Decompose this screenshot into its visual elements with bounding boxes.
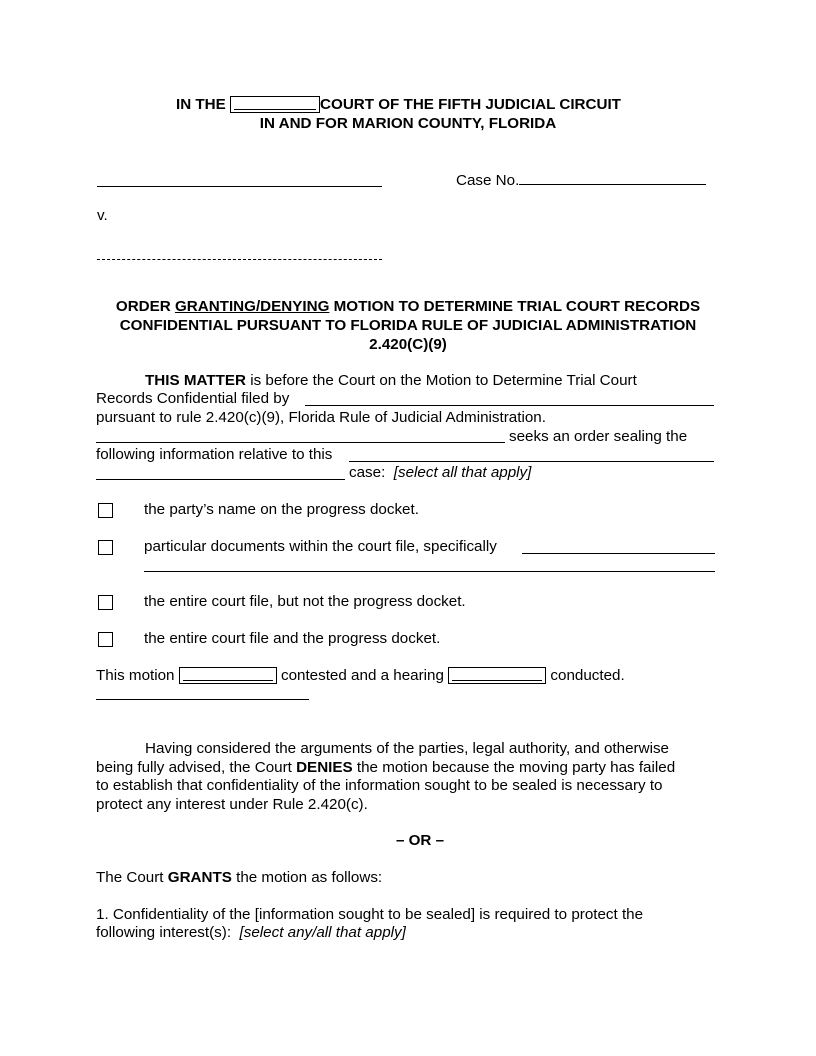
denies-post: the motion because the moving party has failed [352, 759, 676, 776]
hearing-field[interactable] [448, 667, 546, 684]
denies-line4: protect any interest under Rule 2.420(c). [96, 796, 368, 813]
checkbox-particular-documents[interactable] [98, 540, 113, 555]
item1-interests-label: following interest(s): [96, 924, 232, 941]
intro-line2 [96, 390, 289, 408]
intro-line4-suffix: seeks an order sealing the [509, 428, 688, 445]
option-party-name: the party’s name on the progress docket. [144, 501, 419, 518]
denies-keyword: DENIES [296, 759, 353, 776]
intro-line5: following information relative to this [96, 446, 333, 463]
granting-denying-choice: GRANTING/DENYING [174, 298, 330, 315]
this-motion-label: This motion [96, 667, 175, 684]
hearing-label: contested and a hearing [280, 667, 444, 684]
item1-select-instruction: [select any/all that apply] [239, 924, 406, 941]
filed-by-label: Records Confidential filed by [96, 390, 290, 407]
filed-by-field[interactable] [305, 405, 714, 406]
intro-line3: pursuant to rule 2.420(c)(9), Florida Rule of Judicial Administration. [96, 409, 546, 426]
conducted-label: conducted. [550, 667, 625, 684]
denies-line1: Having considered the arguments of the parties, legal authority, and otherwise [145, 740, 669, 757]
item1-line2 [96, 924, 406, 942]
title-prefix: ORDER [115, 298, 175, 315]
case-type-field[interactable] [349, 461, 714, 462]
grants-pre: The Court [96, 869, 168, 886]
option-particular-documents: particular documents within the court file, specifically [144, 538, 497, 555]
case-no-label: Case No. [456, 172, 520, 189]
documents-spec-field[interactable] [522, 553, 715, 554]
denies-line2 [96, 759, 675, 777]
intro-line6 [349, 464, 531, 482]
case-label: case: [349, 464, 386, 481]
case-number-field[interactable] [519, 170, 706, 185]
checkbox-entire-file-and-docket[interactable] [98, 632, 113, 647]
option-entire-file-and-docket: the entire court file and the progress docket. [144, 630, 441, 647]
defendant-line[interactable] [97, 259, 382, 260]
order-title-line3: 2.420(C)(9) [369, 336, 447, 353]
signature-short-line[interactable] [96, 699, 309, 700]
versus-label: v. [97, 207, 108, 224]
item1-line1: 1. Confidentiality of the [information sought to be sealed] is required to protect the [96, 906, 644, 923]
intro-line1 [145, 372, 637, 390]
header-prefix: IN THE [176, 96, 226, 113]
option-entire-file-not-docket: the entire court file, but not the progress docket. [144, 593, 466, 610]
party-seeking-field[interactable] [96, 442, 505, 443]
or-separator: – OR – [395, 832, 445, 849]
grants-keyword: GRANTS [167, 869, 232, 886]
select-all-instruction: [select all that apply] [393, 464, 532, 481]
checkbox-party-name[interactable] [98, 503, 113, 518]
court-name-field[interactable] [230, 96, 320, 113]
checkbox-entire-file-not-docket[interactable] [98, 595, 113, 610]
grants-line [96, 869, 382, 887]
case-number [456, 170, 706, 190]
case-type-field-cont[interactable] [96, 479, 345, 480]
motion-contested-line [96, 667, 625, 685]
court-header-line1 [176, 96, 621, 114]
plaintiff-line[interactable] [97, 186, 382, 187]
header-suffix: COURT OF THE FIFTH JUDICIAL CIRCUIT [320, 96, 621, 113]
order-title-line1 [0, 298, 816, 316]
denies-line3: to establish that confidentiality of the information sought to be sealed is necessary to [96, 777, 663, 794]
grants-post: the motion as follows: [231, 869, 383, 886]
title-rest: MOTION TO DETERMINE TRIAL COURT RECORDS [329, 298, 701, 315]
contested-field[interactable] [179, 667, 277, 684]
denies-pre: being fully advised, the Court [96, 759, 297, 776]
order-title-line2: CONFIDENTIAL PURSUANT TO FLORIDA RULE OF JUDICIAL ADMINISTRATION [119, 317, 697, 334]
intro-line1-rest: is before the Court on the Motion to Determine Trial Court [245, 372, 637, 389]
documents-spec-field-cont[interactable] [144, 571, 715, 572]
court-header-line2: IN AND FOR MARION COUNTY, FLORIDA [259, 115, 557, 132]
this-matter-lead: THIS MATTER [145, 372, 246, 389]
